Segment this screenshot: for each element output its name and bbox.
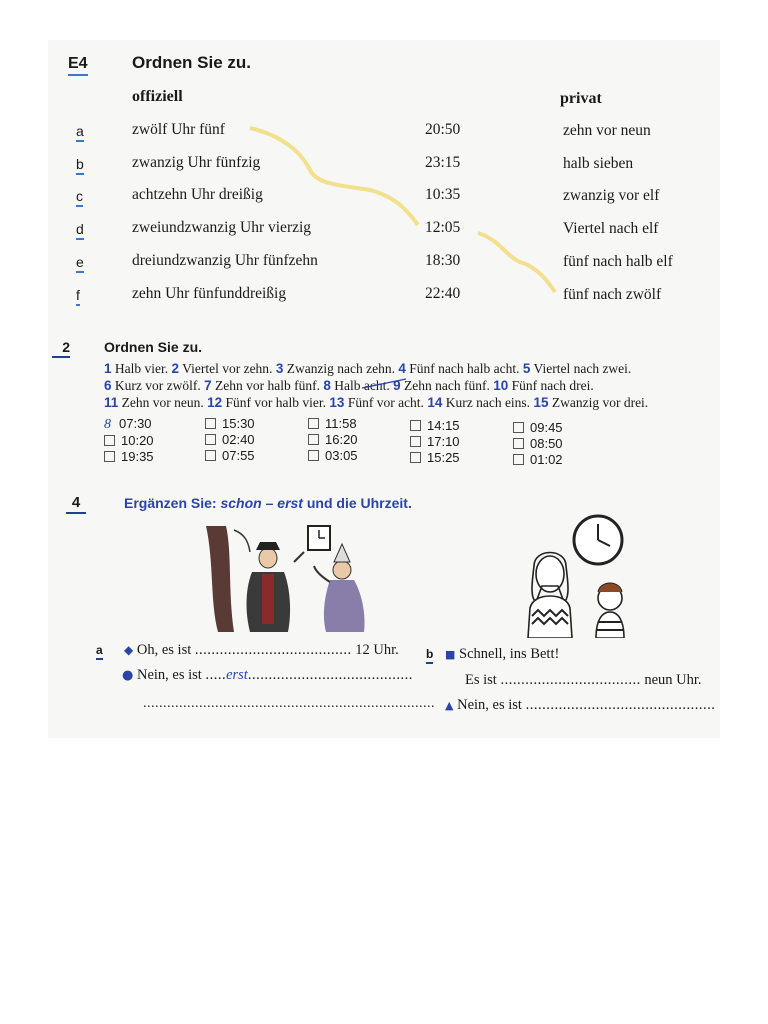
official-time-text: zehn Uhr fünfunddreißig — [132, 285, 287, 302]
time-option[interactable] — [104, 416, 154, 433]
sentence-line — [104, 377, 594, 394]
time-value: 02:40 — [222, 432, 255, 447]
official-time-text: zwanzig Uhr fünfzig — [132, 154, 261, 171]
checkbox[interactable] — [205, 450, 216, 461]
checkbox[interactable] — [410, 436, 421, 447]
item-text: Zehn vor neun. — [118, 395, 208, 410]
row-letter: f — [76, 287, 80, 306]
time-option[interactable] — [104, 449, 154, 465]
circle-icon: ● — [122, 668, 134, 683]
triangle-icon: ▲ — [445, 699, 454, 712]
official-time-text: dreiundzwanzig Uhr fünfzehn — [132, 252, 318, 269]
time-value: 14:15 — [427, 418, 460, 433]
row-letter: b — [76, 156, 84, 175]
item-number: 1 — [104, 361, 112, 376]
time-value: 01:02 — [530, 452, 563, 467]
diamond-icon: ◆ — [124, 643, 134, 657]
checkbox[interactable] — [205, 418, 216, 429]
matching-lines-drawing — [0, 0, 768, 340]
private-time-text: fünf nach zwölf — [563, 286, 662, 303]
row-letter: e — [76, 254, 84, 273]
item-text: Zehn vor halb fünf. — [211, 378, 324, 393]
dialog-text: Schnell, ins Bett! — [459, 646, 560, 662]
checkbox[interactable] — [513, 454, 524, 465]
party-illustration — [204, 522, 376, 634]
checkbox[interactable] — [308, 450, 319, 461]
checkbox[interactable] — [308, 418, 319, 429]
item-number: 8 — [323, 378, 331, 393]
time-value: 11:58 — [325, 416, 357, 431]
time-value: 15:30 — [222, 416, 255, 431]
item-number: 10 — [493, 378, 509, 393]
title-dash: – — [261, 495, 278, 511]
digital-time: 20:50 — [425, 121, 461, 138]
private-time-text: zwanzig vor elf — [563, 187, 660, 204]
time-option[interactable] — [205, 416, 255, 432]
dialog-text: Oh, es ist — [136, 642, 192, 658]
time-checkbox-column — [410, 418, 460, 466]
time-option[interactable] — [513, 436, 563, 452]
item-number: 9 — [393, 378, 401, 393]
time-option[interactable] — [308, 448, 358, 464]
item-text: Fünf vor acht. — [344, 395, 428, 410]
item-number: 4 — [398, 361, 406, 376]
exercise-number-e4: E4 — [68, 55, 88, 76]
dialog-text: Nein, es ist — [457, 697, 522, 713]
item-text: Zwanzig vor drei. — [548, 395, 649, 410]
official-time-text: zwölf Uhr fünf — [132, 121, 225, 138]
time-option[interactable] — [513, 452, 563, 468]
private-time-text: halb sieben — [563, 155, 634, 172]
fill-in-blank[interactable]: ......................................................................... — [143, 696, 435, 711]
dialog-line — [122, 667, 413, 684]
dialog-text: neun Uhr. — [644, 672, 702, 688]
item-number: 7 — [204, 378, 212, 393]
dialog-text: Nein, es ist — [136, 667, 202, 683]
column-header-official: offiziell — [132, 88, 183, 105]
digital-time: 12:05 — [425, 219, 461, 236]
digital-time: 10:35 — [425, 186, 461, 203]
item-number: 14 — [427, 395, 443, 410]
exercise-title-4 — [124, 495, 412, 511]
time-checkbox-column — [205, 416, 255, 464]
time-option[interactable] — [410, 434, 460, 450]
item-number: 3 — [275, 361, 284, 376]
checkbox[interactable] — [513, 422, 524, 433]
title-part: Ergänzen Sie: — [124, 495, 221, 511]
time-value: 09:45 — [530, 420, 563, 435]
time-checkbox-column — [513, 420, 563, 468]
time-option[interactable] — [104, 433, 154, 449]
item-text: Zwanzig nach zehn. — [283, 361, 399, 376]
time-checkbox-column — [308, 416, 358, 464]
private-time-text: Viertel nach elf — [563, 220, 659, 237]
time-value: 15:25 — [427, 450, 460, 465]
item-number: 12 — [207, 395, 223, 410]
fill-in-blank[interactable]: ...................................... — [194, 642, 352, 658]
title-erst: erst — [277, 495, 303, 511]
handwritten-answer: 8 — [104, 417, 111, 432]
time-option[interactable] — [308, 416, 358, 432]
dialog-line — [124, 642, 399, 659]
clock-family-illustration — [514, 512, 630, 638]
checkbox[interactable] — [513, 438, 524, 449]
exercise-title-2: Ordnen Sie zu. — [104, 339, 203, 355]
sentence-line — [104, 360, 631, 377]
item-number: 6 — [104, 378, 112, 393]
time-option[interactable] — [513, 420, 563, 436]
title-part: und die Uhrzeit. — [302, 495, 412, 511]
time-value: 07:55 — [222, 448, 255, 463]
item-text: Fünf nach halb acht. — [405, 361, 523, 376]
row-letter: c — [76, 188, 83, 207]
time-value: 07:30 — [119, 416, 152, 431]
dialog-text: 12 Uhr. — [355, 642, 399, 658]
dialog-line — [445, 697, 715, 714]
item-number: 13 — [329, 395, 345, 410]
item-text: Kurz vor zwölf. — [111, 378, 205, 393]
fill-in-blank[interactable]: ..... — [205, 667, 227, 683]
item-number: 11 — [104, 395, 119, 410]
handwritten-answer: erst — [226, 667, 248, 683]
checkbox[interactable] — [205, 434, 216, 445]
dialog-line — [465, 672, 702, 689]
private-time-text: fünf nach halb elf — [563, 253, 673, 270]
item-number: 2 — [171, 361, 180, 376]
digital-time: 22:40 — [425, 285, 461, 302]
checkbox[interactable] — [410, 420, 421, 431]
item-text: Halb vier. — [111, 361, 172, 376]
item-text: Viertel nach zwei. — [530, 361, 632, 376]
dialog-line — [445, 646, 559, 663]
row-letter: d — [76, 221, 84, 240]
time-option[interactable] — [410, 450, 460, 466]
official-time-text: achtzehn Uhr dreißig — [132, 186, 263, 203]
time-value: 10:20 — [121, 433, 154, 448]
row-letter: a — [76, 123, 84, 142]
item-text: Kurz nach eins. — [442, 395, 534, 410]
handwritten-strike — [360, 376, 410, 390]
time-option[interactable] — [205, 432, 255, 448]
item-text: Zehn nach fünf. — [400, 378, 494, 393]
time-value: 08:50 — [530, 436, 563, 451]
item-text: Fünf vor halb vier. — [222, 395, 330, 410]
time-checkbox-column — [104, 416, 154, 465]
exercise-title-e4: Ordnen Sie zu. — [132, 53, 252, 72]
checkbox[interactable] — [410, 452, 421, 463]
time-value: 19:35 — [121, 449, 154, 464]
time-option[interactable] — [308, 432, 358, 448]
fill-in-blank[interactable]: ........................................ — [247, 667, 413, 683]
item-number: 15 — [533, 395, 549, 410]
item-text: Halb acht. — [330, 378, 394, 393]
official-time-text: zweiundzwanzig Uhr vierzig — [132, 219, 312, 236]
item-number: 5 — [522, 361, 531, 376]
item-letter-b: b — [426, 647, 433, 664]
time-value: 16:20 — [325, 432, 358, 447]
checkbox[interactable] — [308, 434, 319, 445]
time-option[interactable] — [410, 418, 460, 434]
checkbox[interactable] — [104, 435, 115, 446]
time-option[interactable] — [205, 448, 255, 464]
exercise-number-2: 2 — [52, 339, 70, 358]
square-icon: ■ — [445, 648, 456, 661]
time-value: 03:05 — [325, 448, 358, 463]
exercise-number-4: 4 — [66, 494, 86, 514]
dialog-text: Es ist — [465, 672, 497, 688]
digital-time: 23:15 — [425, 154, 461, 171]
checkbox[interactable] — [104, 451, 115, 462]
time-value: 17:10 — [427, 434, 460, 449]
fill-in-blank[interactable]: .............................................. — [525, 697, 716, 713]
fill-in-blank[interactable]: .................................. — [500, 672, 641, 688]
title-schon: schon — [220, 495, 262, 511]
column-header-private: privat — [560, 90, 602, 107]
digital-time: 18:30 — [425, 252, 461, 269]
item-text: Fünf nach drei. — [508, 378, 594, 393]
sentence-line — [104, 394, 648, 411]
item-text: Viertel vor zehn. — [179, 361, 276, 376]
private-time-text: zehn vor neun — [563, 122, 651, 139]
item-letter-a: a — [96, 643, 103, 660]
